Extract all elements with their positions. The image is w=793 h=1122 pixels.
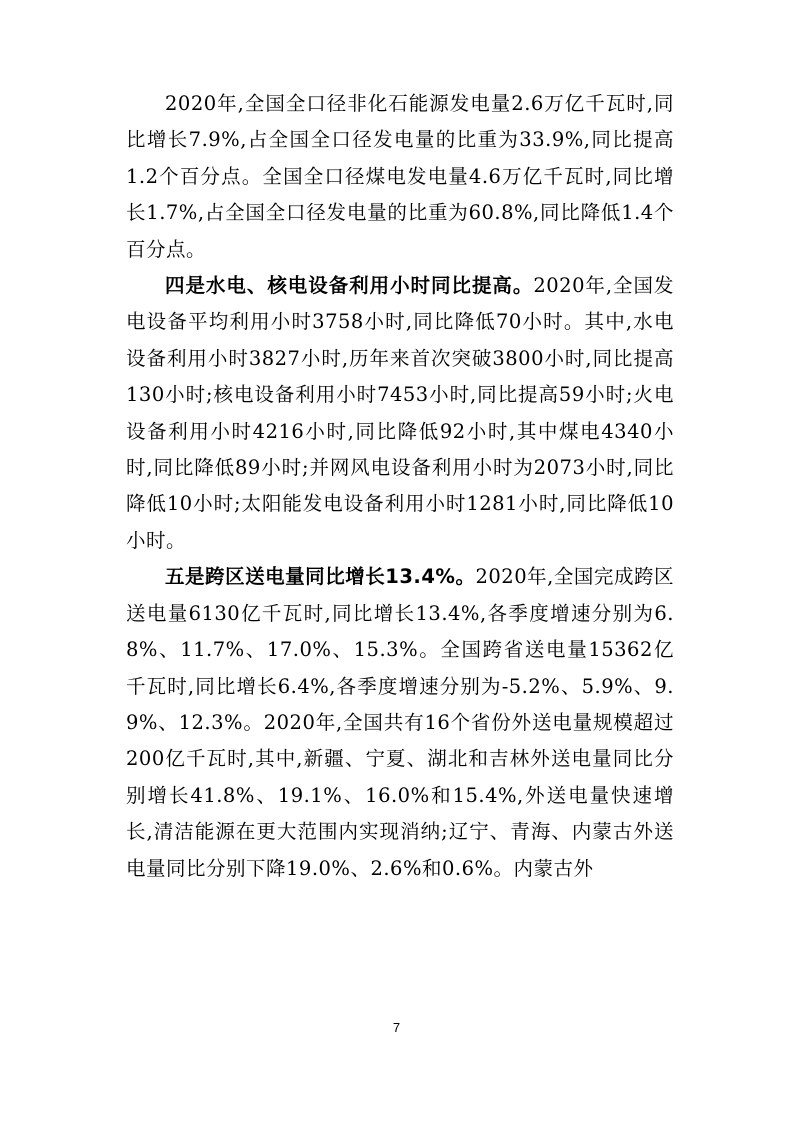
paragraph-text: 2020年,全国发电设备平均利用小时3758小时,同比降低70小时。其中,水电设备利用小时3827小时,历年来首次突破3800小时,同比提高130小时;核电设备利用小时7453小时,同比提高59小时;火电设备利用小时4216小时,同比降低92小时,其中煤电4340小时,同比降低89小时;并网风电设备利用小时为2073小时,同比降低10小时;太阳能发电设备利用小时1281小时,同比降低10小时。: [126, 274, 674, 552]
paragraph-lead-heading: 四是水电、核电设备利用小时同比提高。: [165, 274, 534, 298]
paragraph-text: 2020年,全国全口径非化石能源发电量2.6万亿千瓦时,同比增长7.9%,占全国全口径发电量的比重为33.9%,同比提高1.2个百分点。全国全口径煤电发电量4.6万亿千瓦时,同比增长1.7%,占全国全口径发电量的比重为60.8%,同比降低1.4个百分点。: [126, 92, 674, 261]
page-number: 7: [392, 1020, 401, 1035]
paragraph-text: 2020年,全国完成跨区送电量6130亿千瓦时,同比增长13.4%,各季度增速分别为6.8%、11.7%、17.0%、15.3%。全国跨省送电量15362亿千瓦时,同比增长6.4%,各季度增速分别为-5.2%、5.9%、9.9%、12.3%。2020年,全国共有16个省份外送电量规模超过200亿千瓦时,其中,新疆、宁夏、湖北和吉林外送电量同比分别增长41.8%、19.1%、16.0%和15.4%,外送电量快速增长,清洁能源在更大范围内实现消纳;辽宁、青海、内蒙古外送电量同比分别下降19.0%、2.6%和0.6%。内蒙古外: [126, 565, 675, 880]
paragraph-non-fossil-generation: [126, 86, 674, 268]
paragraph-utilization-hours: [126, 268, 674, 559]
paragraph-lead-heading: 五是跨区送电量同比增长13.4%。: [165, 565, 476, 589]
paragraph-cross-region-transmission: [126, 559, 674, 887]
document-body: [126, 86, 674, 887]
